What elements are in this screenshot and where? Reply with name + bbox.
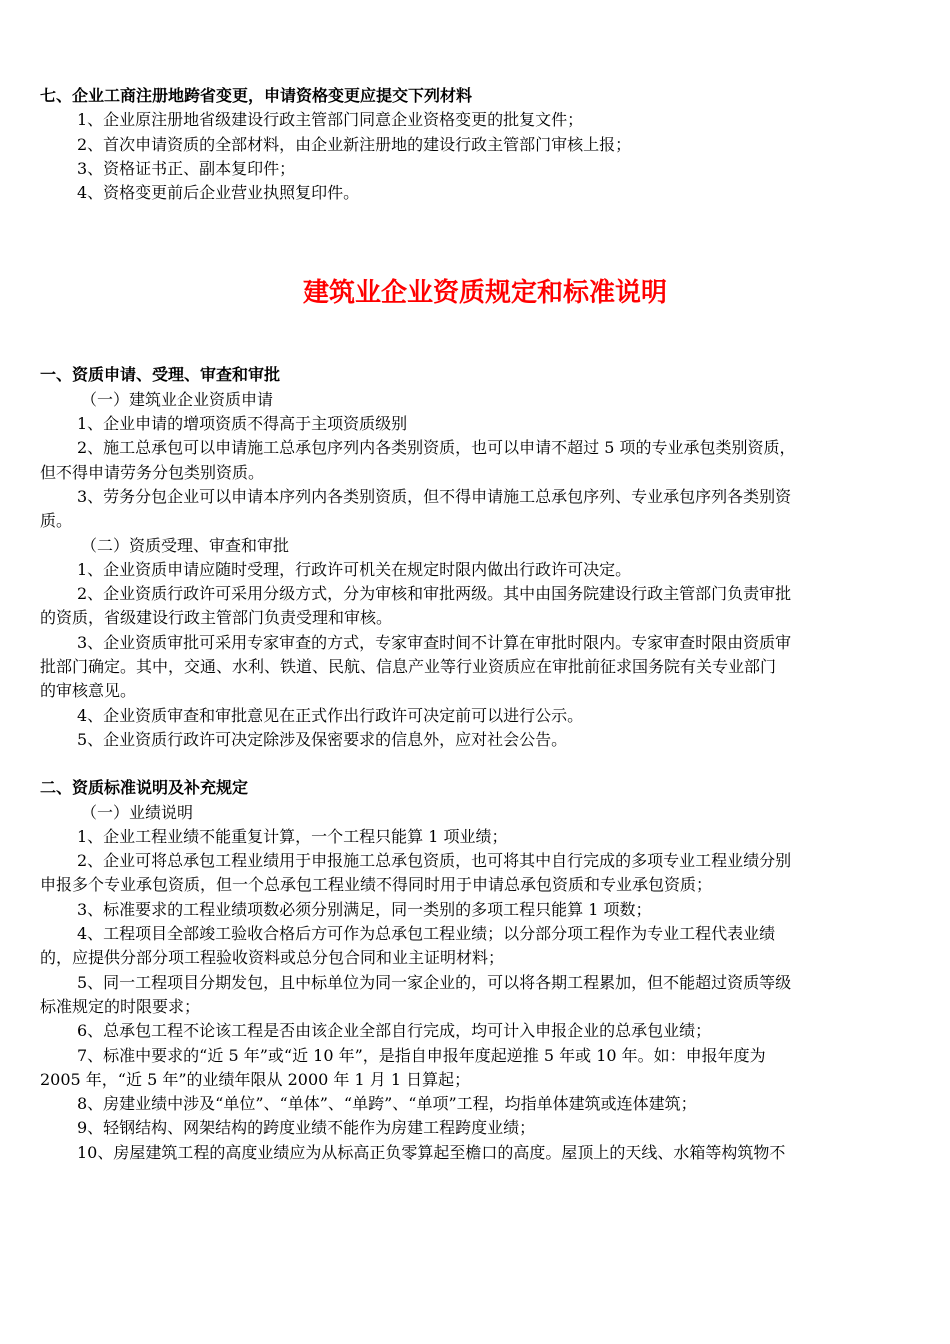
part-2-sub-1-item-9: 9、轻钢结构、网架结构的跨度业绩不能作为房建工程跨度业绩；	[77, 1118, 536, 1138]
part-2-sub-1-item-7-cont: 2005 年，“近 5 年”的业绩年限从 2000 年 1 月 1 日算起；	[40, 1069, 471, 1089]
part-2-sub-1-item-7: 7、标准中要求的“近 5 年”或“近 10 年”，是指自申报年度起逆推 5 年或 10 年。如：申报年度为	[77, 1045, 766, 1065]
section-7-item-3: 3、资格证书正、副本复印件；	[77, 158, 296, 178]
part-2-sub-1-item-6: 6、总承包工程不论该工程是否由该企业全部自行完成，均可计入申报企业的总承包业绩；	[77, 1021, 712, 1041]
part-1-sub-2-item-4: 4、企业资质审查和审批意见在正式作出行政许可决定前可以进行公示。	[77, 705, 584, 725]
section-7-item-4: 4、资格变更前后企业营业执照复印件。	[77, 183, 360, 203]
part-1-sub-1-item-3-cont: 质。	[40, 511, 73, 531]
document-page	[40, 84, 930, 1165]
part-1-sub-2-title: （二）资质受理、审查和审批	[81, 535, 290, 555]
part-1-sub-2-item-3-cont-2: 的审核意见。	[40, 681, 137, 701]
part-1-sub-2-item-2-cont: 的资质，省级建设行政主管部门负责受理和审核。	[40, 608, 393, 628]
part-1-sub-2-item-2: 2、企业资质行政许可采用分级方式，分为审核和审批两级。其中由国务院建设行政主管部门负责审批	[77, 584, 792, 604]
spacer	[40, 205, 930, 273]
part-1-sub-2-item-1: 1、企业资质申请应随时受理，行政许可机关在规定时限内做出行政许可决定。	[77, 559, 632, 579]
document-title: 建筑业企业资质规定和标准说明	[302, 278, 667, 309]
part-2-sub-1-item-3: 3、标准要求的工程业绩项数必须分别满足，同一类别的多项工程只能算 1 项数；	[77, 899, 652, 919]
part-2-sub-1-item-2-cont: 申报多个专业承包资质，但一个总承包工程业绩不得同时用于申请总承包资质和专业承包资质；	[40, 875, 713, 895]
part-1-sub-1-item-2: 2、施工总承包可以申请施工总承包序列内各类别资质，也可以申请不超过 5 项的专业承包类别资质，	[77, 438, 796, 458]
part-2-sub-1-item-4: 4、工程项目全部竣工验收合格后方可作为总承包工程业绩；以分部分项工程作为专业工程代表业绩	[77, 924, 776, 944]
spacer	[40, 752, 930, 776]
part-2-sub-1-item-5: 5、同一工程项目分期发包，且中标单位为同一家企业的，可以将各期工程累加，但不能超过资质等级	[77, 972, 792, 992]
part-1-heading: 一、资质申请、受理、审查和审批	[40, 365, 281, 385]
part-2-sub-1-item-2: 2、企业可将总承包工程业绩用于申报施工总承包资质，也可将其中自行完成的多项专业工程业绩分别	[77, 851, 792, 871]
part-1-sub-1-item-1: 1、企业申请的增项资质不得高于主项资质级别	[77, 414, 408, 434]
part-1-sub-1-item-2-cont: 但不得申请劳务分包类别资质。	[40, 462, 265, 482]
part-1-sub-2-item-3-cont: 批部门确定。其中，交通、水利、铁道、民航、信息产业等行业资质应在审批前征求国务院有关专业部门	[40, 657, 777, 677]
part-2-sub-1-item-8: 8、房建业绩中涉及“单位”、“单体”、“单跨”、“单项”工程，均指单体建筑或连体建筑；	[77, 1094, 697, 1114]
part-2-heading: 二、资质标准说明及补充规定	[40, 778, 249, 798]
part-1-sub-1-title: （一）建筑业企业资质申请	[81, 389, 274, 409]
part-2-sub-1-item-4-cont: 的，应提供分部分项工程验收资料或总分包合同和业主证明材料；	[40, 948, 505, 968]
part-1-sub-2-item-3: 3、企业资质审批可采用专家审查的方式，专家审查时间不计算在审批时限内。专家审查时限由资质审	[77, 632, 792, 652]
part-2-sub-1-title: （一）业绩说明	[81, 802, 194, 822]
part-2-sub-1-item-5-cont: 标准规定的时限要求；	[40, 996, 201, 1016]
part-2-sub-1-item-10: 10、房屋建筑工程的高度业绩应为从标高正负零算起至檐口的高度。屋顶上的天线、水箱等构筑物不	[77, 1142, 786, 1162]
part-1-sub-1-item-3: 3、劳务分包企业可以申请本序列内各类别资质，但不得申请施工总承包序列、专业承包序列各类别资	[77, 486, 792, 506]
spacer	[40, 313, 930, 363]
section-7-heading: 七、企业工商注册地跨省变更，申请资格变更应提交下列材料	[40, 86, 473, 105]
part-2-sub-1-item-1: 1、企业工程业绩不能重复计算，一个工程只能算 1 项业绩；	[77, 826, 508, 846]
part-1-sub-2-item-5: 5、企业资质行政许可决定除涉及保密要求的信息外，应对社会公告。	[77, 729, 568, 749]
section-7-item-2: 2、首次申请资质的全部材料，由企业新注册地的建设行政主管部门审核上报；	[77, 134, 632, 154]
section-7-item-1: 1、企业原注册地省级建设行政主管部门同意企业资格变更的批复文件；	[77, 110, 584, 130]
